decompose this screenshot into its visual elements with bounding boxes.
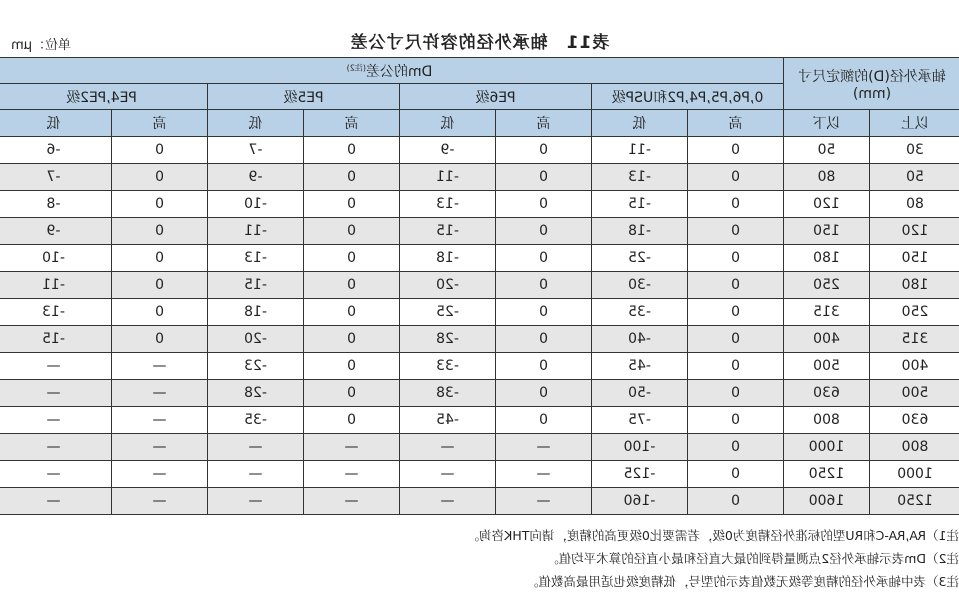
tolerance-table	[0, 57, 959, 515]
notes	[467, 524, 959, 593]
table-cell: -75	[592, 407, 688, 434]
table-cell: -45	[400, 407, 496, 434]
table-cell: 0	[112, 164, 208, 191]
table-cell: 0	[688, 164, 784, 191]
table-cell: 0	[112, 326, 208, 353]
table-cell: 500	[784, 353, 870, 380]
table-cell: 80	[870, 191, 959, 218]
table-cell: -11	[592, 137, 688, 164]
table-cell: -10	[208, 191, 304, 218]
table-cell: 0	[112, 137, 208, 164]
table-cell: -20	[208, 326, 304, 353]
table-cell: -35	[592, 299, 688, 326]
table-cell: —	[112, 488, 208, 515]
table-row	[0, 245, 959, 272]
table-row	[0, 326, 959, 353]
table-cell: -100	[592, 434, 688, 461]
table-cell: -28	[400, 326, 496, 353]
table-cell: —	[112, 407, 208, 434]
table-row	[0, 434, 959, 461]
table-cell: 0	[304, 245, 400, 272]
table-cell: 0	[304, 164, 400, 191]
table-cell: -18	[208, 299, 304, 326]
table-cell: 800	[784, 407, 870, 434]
table-cell: —	[0, 407, 112, 434]
table-cell: 0	[304, 137, 400, 164]
table-cell: —	[0, 353, 112, 380]
table-cell: 0	[688, 218, 784, 245]
table-row	[0, 407, 959, 434]
col-high-header: 高	[496, 110, 592, 137]
table-cell: 0	[688, 326, 784, 353]
table-cell: 315	[870, 326, 959, 353]
table-cell: -13	[208, 245, 304, 272]
table-cell: -125	[592, 461, 688, 488]
col-over-header: 以上	[870, 110, 959, 137]
col-low-header: 低	[592, 110, 688, 137]
col-high-header: 高	[304, 110, 400, 137]
table-cell: 150	[870, 245, 959, 272]
table-cell: —	[400, 488, 496, 515]
table-cell: 0	[112, 272, 208, 299]
table-cell: —	[0, 461, 112, 488]
table-cell: -28	[208, 380, 304, 407]
table-cell: -25	[400, 299, 496, 326]
table-cell: -11	[400, 164, 496, 191]
table-cell: 800	[870, 434, 959, 461]
table-cell: -15	[592, 191, 688, 218]
table-cell: 400	[784, 326, 870, 353]
table-cell: 0	[304, 272, 400, 299]
table-cell: 0	[304, 407, 400, 434]
table-cell: —	[0, 488, 112, 515]
table-cell: 0	[112, 191, 208, 218]
col-low-header: 低	[208, 110, 304, 137]
table-cell: 0	[688, 353, 784, 380]
col-high-header: 高	[112, 110, 208, 137]
table-cell: 50	[870, 164, 959, 191]
grade-header-1: PE6级	[400, 84, 592, 110]
table-cell: -9	[400, 137, 496, 164]
table-cell: 400	[870, 353, 959, 380]
table-cell: —	[496, 461, 592, 488]
table-cell: 0	[304, 218, 400, 245]
table-row	[0, 164, 959, 191]
table-cell: 0	[496, 245, 592, 272]
table-cell: —	[400, 434, 496, 461]
table-cell: 1000	[870, 461, 959, 488]
table-cell: 0	[304, 191, 400, 218]
table-cell: -6	[0, 137, 112, 164]
table-cell: —	[208, 434, 304, 461]
table-cell: -35	[208, 407, 304, 434]
table-row	[0, 137, 959, 164]
table-cell: —	[496, 488, 592, 515]
table-cell: 0	[304, 326, 400, 353]
table-cell: 50	[784, 137, 870, 164]
table-cell: —	[304, 488, 400, 515]
note-3: 注3）表中轴承外径的精度等级无数值表示的型号，低精度级也适用最高数值。	[526, 574, 959, 589]
table-row	[0, 461, 959, 488]
table-cell: -13	[0, 299, 112, 326]
table-cell: 0	[496, 326, 592, 353]
table-row	[0, 299, 959, 326]
table-cell: 0	[496, 191, 592, 218]
table-cell: -13	[592, 164, 688, 191]
table-cell: 180	[784, 245, 870, 272]
table-body	[0, 137, 959, 515]
table-cell: 0	[112, 218, 208, 245]
table-cell: 0	[688, 272, 784, 299]
table-cell: —	[112, 380, 208, 407]
table-cell: 0	[496, 164, 592, 191]
table-row	[0, 488, 959, 515]
note-1: 注1）RA,RA-C和RU型的标准外径精度为0级，若需要比0级更高的精度，请向THK咨询。	[466, 528, 959, 543]
table-title: 表11 轴承外径的容许尺寸公差	[349, 33, 610, 53]
note-2: 注2）Dm表示轴承外径2点测量得到的最大直径和最小直径的算术平均值。	[546, 551, 959, 566]
table-cell: 0	[304, 299, 400, 326]
table-cell: -15	[400, 218, 496, 245]
table-cell: -7	[208, 137, 304, 164]
table-cell: —	[208, 461, 304, 488]
table-cell: —	[208, 488, 304, 515]
table-cell: 0	[496, 380, 592, 407]
table-cell: 500	[870, 380, 959, 407]
table-cell: -9	[0, 218, 112, 245]
table-cell: 1600	[784, 488, 870, 515]
table-cell: -40	[592, 326, 688, 353]
table-cell: —	[304, 461, 400, 488]
table-cell: —	[0, 380, 112, 407]
unit-label: 单位：μm	[11, 38, 71, 53]
table-cell: -13	[400, 191, 496, 218]
table-cell: 0	[112, 245, 208, 272]
table-cell: —	[0, 434, 112, 461]
table-cell: 1250	[784, 461, 870, 488]
table-row	[0, 353, 959, 380]
table-cell: -11	[0, 272, 112, 299]
table-cell: -160	[592, 488, 688, 515]
table-cell: 0	[496, 137, 592, 164]
table-cell: 0	[688, 461, 784, 488]
table-cell: 0	[688, 191, 784, 218]
table-cell: -38	[400, 380, 496, 407]
table-cell: -15	[208, 272, 304, 299]
table-cell: 0	[496, 218, 592, 245]
table-cell: 120	[870, 218, 959, 245]
table-cell: 120	[784, 191, 870, 218]
table-cell: 0	[496, 272, 592, 299]
grade-header-0: 0,P6,P5,P4,P2和USP级	[592, 84, 784, 110]
table-cell: —	[304, 434, 400, 461]
grade-header-3: PE4,PE2级	[0, 84, 208, 110]
table-cell: -10	[0, 245, 112, 272]
table-cell: 250	[870, 299, 959, 326]
table-cell: 80	[784, 164, 870, 191]
table-row	[0, 218, 959, 245]
table-row	[0, 191, 959, 218]
table-cell: -7	[0, 164, 112, 191]
table-cell: -11	[208, 218, 304, 245]
table-cell: -20	[400, 272, 496, 299]
table-cell: 0	[496, 353, 592, 380]
table-cell: —	[112, 434, 208, 461]
table-cell: -45	[592, 353, 688, 380]
table-cell: 150	[784, 218, 870, 245]
col-low-header: 低	[0, 110, 112, 137]
col-high-header: 高	[688, 110, 784, 137]
table-cell: 630	[784, 380, 870, 407]
table-cell: -33	[400, 353, 496, 380]
table-cell: 1250	[870, 488, 959, 515]
table-cell: 0	[688, 137, 784, 164]
table-row	[0, 272, 959, 299]
table-cell: -15	[0, 326, 112, 353]
table-cell: —	[400, 461, 496, 488]
col-incl-header: 以下	[784, 110, 870, 137]
table-cell: -18	[592, 218, 688, 245]
table-cell: -23	[208, 353, 304, 380]
table-cell: 0	[688, 407, 784, 434]
table-row	[0, 380, 959, 407]
table-cell: 0	[496, 407, 592, 434]
table-cell: 30	[870, 137, 959, 164]
table-cell: 0	[496, 299, 592, 326]
table-cell: 0	[112, 299, 208, 326]
table-cell: 180	[870, 272, 959, 299]
table-cell: 0	[304, 380, 400, 407]
table-cell: 0	[304, 353, 400, 380]
table-cell: -25	[592, 245, 688, 272]
table-cell: -8	[0, 191, 112, 218]
table-cell: 250	[784, 272, 870, 299]
diameter-group-header: 轴承外径(D)的额定尺寸(mm)	[784, 58, 959, 110]
grade-header-2: PE5级	[208, 84, 400, 110]
tolerance-group-header: Dm的公差$^{(注2)}$	[0, 58, 784, 84]
table-cell: —	[112, 461, 208, 488]
table-cell: -18	[400, 245, 496, 272]
table-cell: -9	[208, 164, 304, 191]
table-cell: —	[496, 434, 592, 461]
table-cell: 1000	[784, 434, 870, 461]
col-low-header: 低	[400, 110, 496, 137]
table-cell: 0	[688, 434, 784, 461]
table-cell: 0	[688, 380, 784, 407]
table-cell: 315	[784, 299, 870, 326]
table-cell: -50	[592, 380, 688, 407]
table-cell: 0	[688, 488, 784, 515]
table-cell: 630	[870, 407, 959, 434]
table-cell: 0	[688, 245, 784, 272]
table-cell: 0	[688, 299, 784, 326]
table-cell: —	[112, 353, 208, 380]
table-cell: -30	[592, 272, 688, 299]
